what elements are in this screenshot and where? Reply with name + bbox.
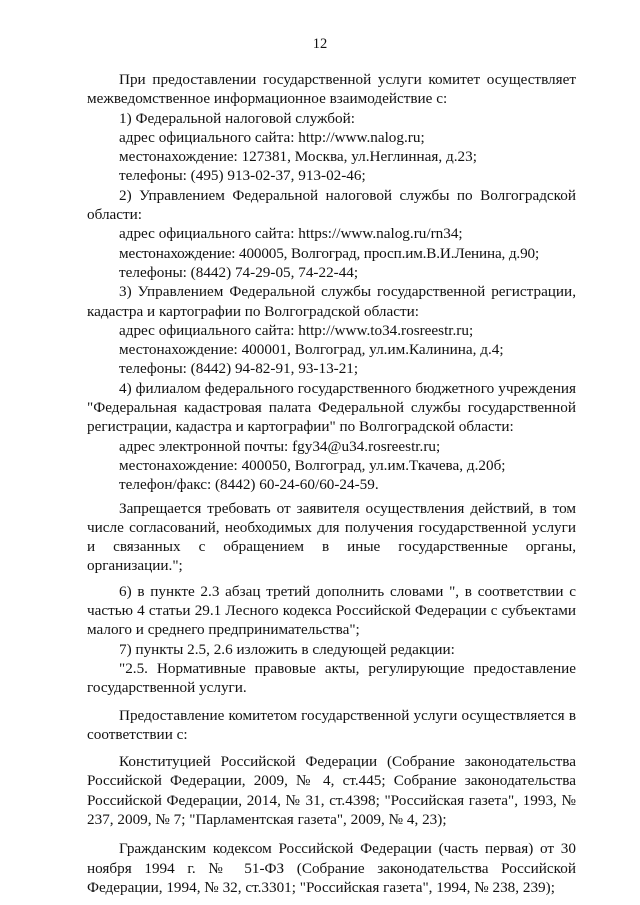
item-3-phones: телефоны: (8442) 94-82-91, 93-13-21; [119, 360, 359, 378]
item-4-address: местонахождение: 400050, Волгоград, ул.им.Ткачева, д.20б; [119, 456, 506, 474]
item-3-heading: 3) Управлением Федеральной службы государственной регистрации, кадастра и картографии по Волгоградской области: [87, 283, 576, 320]
item-1-website: адрес официального сайта: http://www.nalog.ru; [119, 128, 425, 146]
paragraph-constitution: Конституцией Российской Федерации (Собрание законодательства Российской Федерации, 2009, № 4, ст.445; Собрание законодательства Российской Федерации, 2014, № 31, ст.4398; "Российская газета", 1993, № 237, 2009, № 7; "Парламентская газета", 2009, № 4, 23); [87, 753, 576, 828]
item-2-website: адрес официального сайта: https://www.nalog.ru/rn34; [119, 225, 463, 243]
paragraph-prohibition: Запрещается требовать от заявителя осуществления действий, в том числе согласований, необходимых для получения государственной услуги и связанных с обращением в иные государственные органы, организации."; [87, 499, 576, 575]
paragraph-civil-code: Гражданским кодексом Российской Федерации (часть первая) от 30 ноября 1994 г. № 51-ФЗ (Собрание законодательства Российской Федерации, 1994, № 32, ст.3301; "Российская газета", 1994, № 238, 239); [87, 840, 576, 896]
paragraph-provision: Предоставление комитетом государственной услуги осуществляется в соответствии с: [87, 706, 576, 743]
item-2-heading: 2) Управлением Федеральной налоговой службы по Волгоградской области: [87, 186, 576, 224]
item-1-address: местонахождение: 127381, Москва, ул.Неглинная, д.23; [119, 148, 477, 166]
item-3-website: адрес официального сайта: http://www.to34.rosreestr.ru; [119, 321, 474, 339]
paragraph-item-6: 6) в пункте 2.3 абзац третий дополнить словами ", в соответствии с частью 4 статьи 29.1 Лесного кодекса Российской Федерации с субъектами малого и среднего предпринимательства"; [87, 582, 576, 639]
item-4-email: адрес электронной почты: fgy34@u34.rosreestr.ru; [119, 437, 441, 455]
item-2-phones: телефоны: (8442) 74-29-05, 74-22-44; [119, 263, 359, 281]
item-4-phone-fax: телефон/факс: (8442) 60-24-60/60-24-59. [119, 476, 379, 494]
item-2-address: местонахождение: 400005, Волгоград, просп.им.В.И.Ленина, д.90; [119, 244, 540, 262]
paragraph-intro: При предоставлении государственной услуги комитет осуществляет межведомственное информационное взаимодействие с: [87, 71, 576, 108]
paragraph-item-7: 7) пункты 2.5, 2.6 изложить в следующей редакции: [119, 640, 455, 658]
item-4-heading: 4) филиалом федерального государственного бюджетного учреждения "Федеральная кадастровая палата Федеральной службы государственной регистрации, кадастра и картографии" по Волгоградской области: [87, 379, 576, 436]
item-3-address: местонахождение: 400001, Волгоград, ул.им.Калинина, д.4; [119, 341, 504, 359]
item-1-phones: телефоны: (495) 913-02-37, 913-02-46; [119, 167, 366, 185]
paragraph-2-5: "2.5. Нормативные правовые акты, регулирующие предоставление государственной услуги. [87, 659, 576, 697]
document-body [87, 70, 576, 897]
item-1-heading: 1) Федеральной налоговой службой: [119, 109, 355, 127]
page-number: 12 [312, 36, 328, 52]
